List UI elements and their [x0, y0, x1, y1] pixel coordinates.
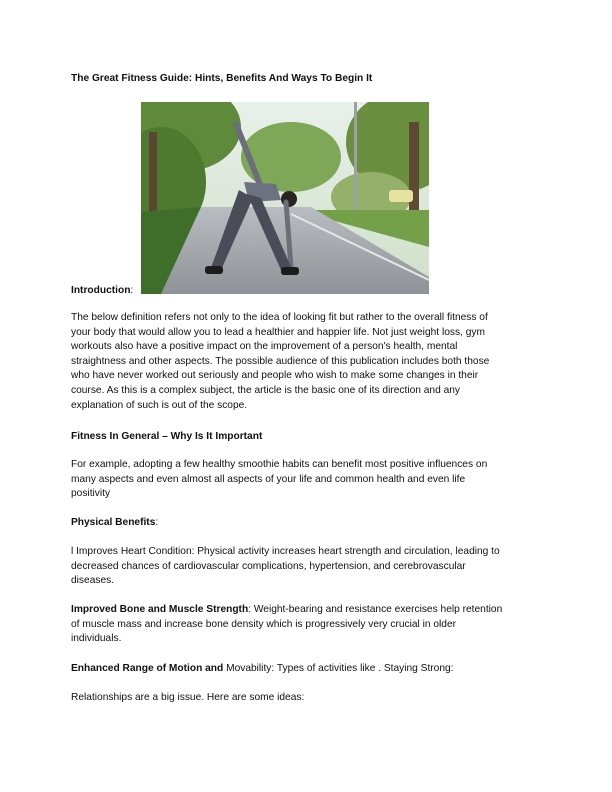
range-of-motion-paragraph: Enhanced Range of Motion and Movability: Types of activities like . Staying Strong:	[71, 663, 454, 674]
heart-paragraph: l Improves Heart Condition: Physical activity increases heart strength and circulation, leading to decreased chances of cardiovascular complications, hypertension, and cerebrovascular diseases.	[71, 546, 500, 587]
fitness-paragraph: For example, adopting a few healthy smoothie habits can benefit most positive influences on many aspects and even almost all aspects of your life and common health and even life positivity	[71, 459, 488, 500]
introduction-paragraph: The below definition refers not only to the idea of looking fit but rather to the overall fitness of your body that would allow you to lead a healthier and happier life. Not just weight loss, gym workouts also have a positive impact on the improvement of a person's health, mental straightness and other aspects. The possible audience of this publication includes both those who have never worked out seriously and people who wish to make some changes in their course. As this is a complex subject, the article is the basic one of its direction and any explanation of such is out of the scope.	[71, 312, 490, 411]
bone-heading: Improved Bone and Muscle Strength	[71, 604, 249, 615]
document-title: The Great Fitness Guide: Hints, Benefits And Ways To Begin It	[71, 73, 373, 84]
section-heading-physical: Physical Benefits:	[71, 517, 159, 528]
stretching-woman-photo	[141, 102, 429, 294]
relationships-paragraph: Relationships are a big issue. Here are some ideas:	[71, 692, 305, 703]
rom-heading: Enhanced Range of Motion and	[71, 663, 224, 674]
introduction-label: Introduction:	[71, 285, 134, 296]
section-heading-fitness: Fitness In General – Why Is It Important	[71, 431, 263, 442]
bone-paragraph: Improved Bone and Muscle Strength: Weight-bearing and resistance exercises help retention of muscle mass and increase bone density which is progressively very crucial in older individuals.	[71, 604, 503, 645]
